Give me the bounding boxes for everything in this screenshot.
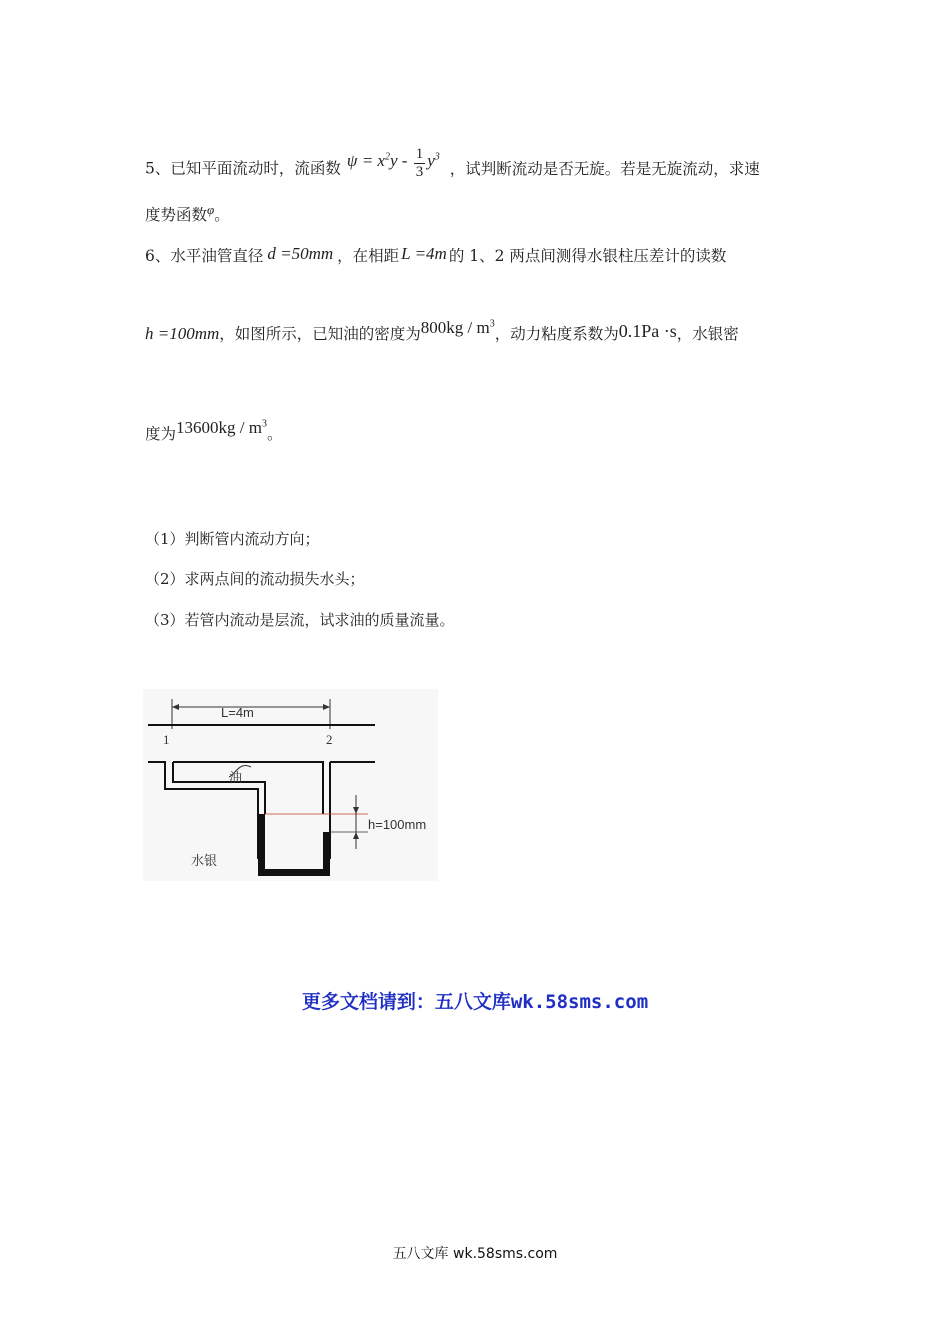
mercury-density: $13600kg / m^3$: [176, 418, 267, 437]
distance-value: L =4m: [401, 244, 447, 263]
q5-prefix: 5、已知平面流动时，流函数: [145, 159, 341, 178]
mercury-left: [258, 814, 265, 876]
one-third-fraction: $\frac{1}{3}$: [415, 146, 424, 180]
promo-link[interactable]: wk.58sms.com: [510, 991, 649, 1013]
label-h: h=100mm: [368, 817, 427, 832]
label-oil: 油: [229, 771, 243, 786]
label-mercury: 水银: [191, 854, 218, 869]
mercury-bottom: [258, 869, 330, 876]
manometer-diagram: [143, 689, 438, 881]
q5-line-1: 5、已知平面流动时，流函数 $\psi = x^2y$ - $\frac{1}{3}$ $y^3$，试判断流动是否无旋。若是无旋流动，求速: [145, 146, 760, 180]
label-1: 1: [163, 732, 170, 747]
arrow-right: [323, 704, 330, 710]
phi-symbol: φ: [207, 202, 215, 217]
sub-question-1: （1）判断管内流动方向；: [145, 530, 320, 548]
height-value: h =100mm: [145, 324, 220, 343]
q5-suffix: ，试判断流动是否无旋。若是无旋流动，求速: [449, 159, 760, 178]
q5-line-2: 度势函数$^\varphi$。: [145, 202, 230, 225]
sub-question-2: （2）求两点间的流动损失水头；: [145, 570, 365, 588]
label-2: 2: [326, 732, 333, 747]
stream-function-eq: = $x^2y$ -: [357, 150, 412, 170]
psi-symbol: ψ: [346, 150, 358, 170]
promo-banner[interactable]: [0, 987, 950, 1014]
arrow-left: [172, 704, 179, 710]
oil-density: $800kg / m^3$: [420, 318, 495, 337]
label-L: L=4m: [221, 705, 254, 720]
q6-line-2: h =100mm，如图所示，已知油的密度为$800kg / m^3$，动力粘度系数为0.1Pa ·s，水银密: [145, 318, 739, 343]
page-footer: 五八文库 wk.58sms.com: [392, 1246, 558, 1262]
promo-text: 更多文档请到：五八文库: [301, 991, 511, 1013]
q6-line-1: 6、水平油管直径 d =50mm ，在相距 L =4m 的 1、2 两点间测得水银柱压差计的读数: [145, 244, 727, 265]
sub-question-3: （3）若管内流动是层流，试求油的质量流量。: [145, 611, 455, 629]
diameter-value: d =50mm: [267, 244, 334, 263]
q6-line-3: 度为$13600kg / m^3$。: [145, 418, 283, 443]
viscosity-value: 0.1Pa ·s: [618, 321, 677, 341]
manometer-figure: [143, 689, 438, 881]
